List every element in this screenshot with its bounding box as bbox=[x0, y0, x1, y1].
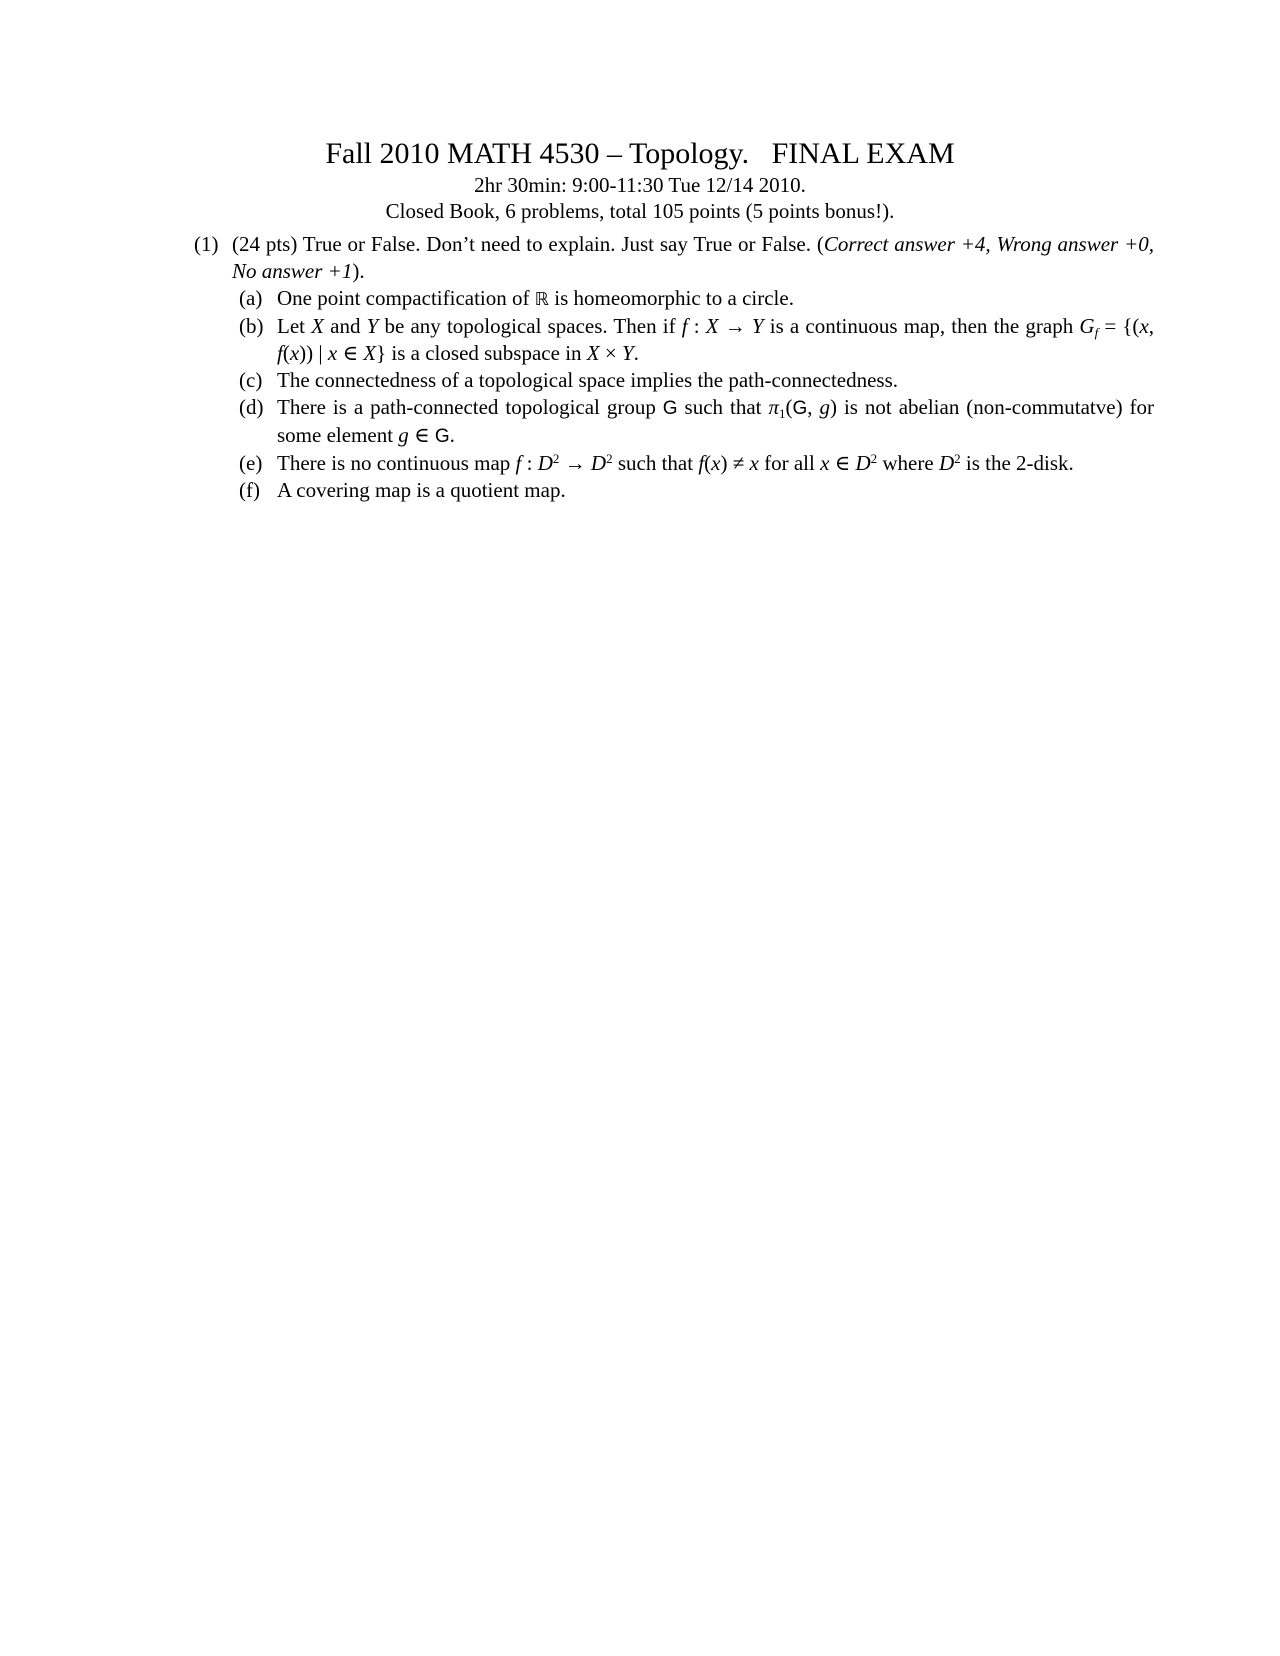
scoring-rules: Correct answer +4, Wrong answer +0, No answer +1 bbox=[232, 232, 1154, 283]
part-text: A covering map is a quotient map. bbox=[277, 478, 566, 502]
part-a bbox=[239, 285, 1154, 313]
exam-time: 2hr 30min: 9:00-11:30 Tue 12/14 2010. bbox=[474, 173, 806, 197]
part-text: There is a path-connected topological group G such that $\pi_1(G$, g) is not abelian (non-commutatve) for some element g ∈ G. bbox=[277, 395, 1155, 447]
part-text: Let X and Y be any topological spaces. Then if f : X → Y is a continuous map, then the graph $G_f = \{(x$, f(x)) | x ∈ X} is a closed subspace in X × Y. bbox=[277, 314, 1155, 365]
problem-intro bbox=[232, 231, 1154, 285]
exam-title: Fall 2010 MATH 4530 – Topology. FINAL EXAM bbox=[325, 137, 955, 170]
problem-intro-text: (24 pts) True or False. Don’t need to explain. Just say True or False. ( bbox=[232, 232, 824, 256]
problem-number: (1) bbox=[194, 232, 219, 256]
part-f bbox=[239, 477, 1154, 504]
problem-parts bbox=[239, 285, 1154, 504]
part-d bbox=[239, 394, 1154, 450]
problem-1 bbox=[194, 231, 1154, 504]
part-label: (a) bbox=[239, 286, 263, 310]
part-b bbox=[239, 313, 1154, 367]
exam-instructions: Closed Book, 6 problems, total 105 points (5 points bonus!). bbox=[385, 199, 895, 223]
part-text: There is no continuous map f : $D^2 \to D^2$ such that f(x) ≠ x for all x ∈ $D^2$ where $D^2$ is the 2-disk. bbox=[277, 451, 1074, 475]
part-label: (e) bbox=[239, 451, 263, 475]
problem-intro-end: ). bbox=[352, 259, 365, 283]
part-label: (d) bbox=[239, 395, 264, 419]
part-text: The connectedness of a topological space implies the path-connectedness. bbox=[277, 368, 899, 392]
part-e bbox=[239, 450, 1154, 477]
part-c bbox=[239, 367, 1154, 394]
part-label: (f) bbox=[239, 478, 260, 502]
part-text: One point compactification of ℝ is homeomorphic to a circle. bbox=[277, 286, 794, 310]
part-label: (b) bbox=[239, 314, 264, 338]
part-label: (c) bbox=[239, 368, 263, 392]
